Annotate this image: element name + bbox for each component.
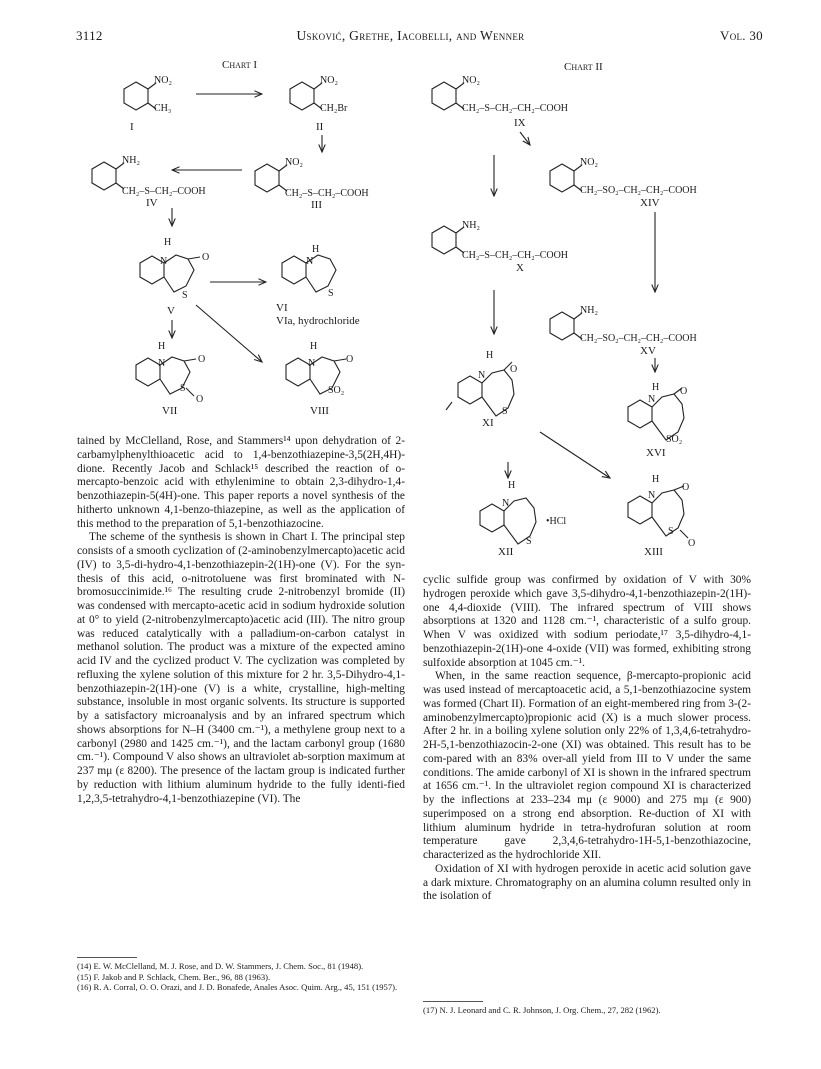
compound-XIV bbox=[550, 164, 582, 192]
VII-o2: O bbox=[196, 394, 204, 405]
I-ch3: CH₃ bbox=[154, 103, 172, 114]
XIII-h: H bbox=[652, 474, 660, 485]
label-II: II bbox=[316, 121, 324, 133]
XI-s: S bbox=[502, 406, 508, 417]
volume-label: Vol. 30 bbox=[720, 28, 763, 43]
V-n: N bbox=[160, 256, 168, 267]
footnote-17: (17) N. J. Leonard and C. R. Johnson, J. Org. Chem., 27, 282 (1962). bbox=[423, 1005, 661, 1015]
right-column-text bbox=[423, 574, 751, 904]
compound-V bbox=[140, 255, 200, 292]
compound-XV bbox=[550, 312, 582, 340]
IV-nh2: NH₂ bbox=[122, 155, 140, 166]
XVI-so2: SO₂ bbox=[666, 434, 683, 445]
paragraph: cyclic sulfide group was confirmed by oxidation of V with 30% hydrogen peroxide which gave 3,5-dihydro-4,1-benzothiazepin-2(1H)-one 4,4-dioxide (VIII). The infrared spectrum of VIII shows absorptions at 1320 and 1128 cm.⁻¹, characteristic of a sulfo group. When V was oxidized with sodium periodate,¹⁷ 3,5-dihydro-4,1-benzothiazepin-2(1H)-one 4-oxide (VII) was formed, exhibiting strong sulfoxide absorption at 1045 cm.⁻¹. bbox=[423, 574, 751, 669]
XII-h: H bbox=[508, 480, 516, 491]
XII-hcl: •HCl bbox=[546, 516, 567, 527]
paragraph: Oxidation of XI with hydrogen peroxide in acetic acid solution gave a dark mixture. Chromatography on an alumina column resulted only in the isolation of bbox=[423, 862, 751, 903]
label-V: V bbox=[167, 305, 175, 317]
footnote-15: (15) F. Jakob and P. Schlack, Chem. Ber., 96, 88 (1963). bbox=[77, 971, 271, 982]
XII-s: S bbox=[526, 536, 532, 547]
X-nh2: NH₂ bbox=[462, 220, 480, 231]
XIII-o2: O bbox=[688, 538, 696, 549]
VII-o: O bbox=[198, 354, 206, 365]
XV-chain: CH₂–SO₂–CH₂–CH₂–COOH bbox=[580, 333, 697, 344]
footnote-14: (14) E. W. McClelland, M. J. Rose, and D. W. Stammers, J. Chem. Soc., 81 (1948). bbox=[77, 961, 364, 971]
compound-I bbox=[124, 82, 156, 110]
V-o: O bbox=[202, 252, 210, 263]
II-no2: NO₂ bbox=[320, 75, 338, 86]
label-XI: XI bbox=[482, 417, 494, 429]
compound-III bbox=[255, 164, 287, 192]
label-VIa: VIa, hydrochloride bbox=[276, 315, 360, 327]
running-title: Usković, Grethe, Iacobelli, and Wenner bbox=[296, 28, 525, 43]
IX-chain: CH₂–S–CH₂–CH₂–COOH bbox=[462, 103, 569, 114]
VII-h: H bbox=[158, 341, 166, 352]
footnotes-right bbox=[423, 1005, 751, 1016]
label-III: III bbox=[311, 199, 322, 211]
label-VII: VII bbox=[162, 405, 178, 417]
XI-o: O bbox=[510, 364, 518, 375]
page-number: 3112 bbox=[76, 28, 103, 43]
XI-h: H bbox=[486, 350, 494, 361]
XIV-no2: NO₂ bbox=[580, 157, 598, 168]
IX-no2: NO₂ bbox=[462, 75, 480, 86]
VIII-h: H bbox=[310, 341, 318, 352]
XIV-chain: CH₂–SO₂–CH₂–CH₂–COOH bbox=[580, 185, 697, 196]
label-VI: VI bbox=[276, 302, 288, 314]
IV-chain: CH₂–S–CH₂–COOH bbox=[122, 186, 206, 197]
compound-X bbox=[432, 226, 464, 254]
I-no2: NO₂ bbox=[154, 75, 172, 86]
chart-2-title: Chart II bbox=[564, 61, 603, 73]
VII-n: N bbox=[158, 358, 166, 369]
VI-n: N bbox=[306, 256, 314, 267]
XI-n: N bbox=[478, 370, 486, 381]
XII-n: N bbox=[502, 498, 510, 509]
XIII-s: S bbox=[668, 526, 674, 537]
VII-s: S bbox=[180, 383, 186, 394]
label-VIII: VIII bbox=[310, 405, 329, 417]
VI-s: S bbox=[328, 288, 334, 299]
III-chain: CH₂–S–CH₂–COOH bbox=[285, 188, 369, 199]
paragraph: tained by McClelland, Rose, and Stammers¹⁴ upon dehydration of 2-carbamylphenylthioacetic acid to 1,4-benzothiazepine-3,5(2H,4H)-dione. Recently Jacob and Schlack¹⁵ described the reaction of o-mercapto-benzoic acid with ethylenimine to obtain 2,3-dihydro-1,4-benzothiazepin-5(4H)-one. This paper reports a novel synthesis of the hitherto unknown 4,1-benzo-thiazepine, as well as the application of this method to the preparation of 5,1-benzothiazocine. bbox=[77, 435, 405, 530]
paragraph: When, in the same reaction sequence, β-mercapto-propionic acid was used instead of mercaptoacetic acid, a 5,1-benzothiazocine system was formed (Chart II). Formation of an eight-membered ring from 3-(2-aminobenzylmercapto)propionic acid (X) is a much slower process. After 2 hr. in a boiling xylene solution only 22% of 1,3,4,6-tetrahydro-2H-5,1-benzothiazocin-2-one (XI) was obtained. This result has to be com-pared with an 83% over-all yield from III to V under the same conditions. The amide carbonyl of XI is shown in the infrared spectrum at 1656 cm.⁻¹. In the ultraviolet region compound XI is characterized by the inflections at 233–234 mμ (ε 9000) and 275 mμ (ε 900) superimposed on a strong end absorption. Re-duction of XI with lithium aluminum hydride in tetra-hydrofuran solution at room temperature gave 2,3,4,6-tetrahydro-1H-5,1-benzothiazocine, characterized as the hydrochloride XII. bbox=[423, 670, 752, 861]
compound-XVI bbox=[628, 388, 684, 440]
V-h: H bbox=[164, 237, 172, 248]
compound-IV bbox=[92, 162, 124, 190]
XV-nh2: NH₂ bbox=[580, 305, 598, 316]
footnote-16: (16) R. A. Corral, O. O. Orazi, and J. D. Bonafede, Anales Asoc. Quim. Arg., 45, 151 (1957). bbox=[77, 982, 398, 992]
label-I: I bbox=[130, 121, 134, 133]
XVI-n: N bbox=[648, 394, 656, 405]
VIII-o: O bbox=[346, 354, 354, 365]
X-chain: CH₂–S–CH₂–CH₂–COOH bbox=[462, 250, 569, 261]
chart-1-title: Chart I bbox=[222, 59, 258, 71]
label-XII: XII bbox=[498, 546, 514, 558]
compound-VII bbox=[136, 357, 196, 396]
paragraph: The scheme of the synthesis is shown in Chart I. The principal step consists of a smooth cyclization of (2-aminobenzylmercapto)acetic acid (IV) to 3,5-di-hydro-4,1-benzothiazepin-2(1H)-one (V). For the syn-thesis of this acid, o-nitrotoluene was first brominated with N-bromosuccinimide.¹⁶ The resulting crude 2-nitrobenzyl bromide (II) was condensed with mercapto-acetic acid in sodium hydroxide solution at 0° to yield (2-nitrobenzylmercapto)acetic acid (III). The nitro group was reduced catalytically with a palladium-on-carbon catalyst in methanol solution. The product was a mixture of the expected amino acid IV and the cyclized product V. The cyclization was completed by refluxing the xylene solution of this mixture for 2 hr. 3,5-Dihydro-4,1-benzothiazepin-2(1H)-one (V) is a white, crystalline, high-melting substance, insoluble in most organic solvents. Its structure is supported by a satisfactory microanalysis and by an infrared spectrum which shows absorptions for N–H (3400 cm.⁻¹), a methylene group next to a carbonyl (2980 and 1425 cm.⁻¹), and the lactam carbonyl group (1680 cm.⁻¹). Compound V also shows an ultraviolet ab-sorption maximum at 237 mμ (ε 8200). The presence of the lactam group is indicated further by reduction with lithium aluminum hydride to the fully identi-fied 1,2,3,5-tetrahydro-4,1-benzothiazepine (VI). The bbox=[77, 531, 405, 805]
label-XVI: XVI bbox=[646, 447, 666, 459]
XVI-o: O bbox=[680, 386, 688, 397]
label-XIII: XIII bbox=[644, 546, 663, 558]
VIII-so2: SO₂ bbox=[328, 385, 345, 396]
label-XV: XV bbox=[640, 345, 656, 357]
label-X: X bbox=[516, 262, 524, 274]
footnote-rule bbox=[77, 957, 137, 958]
label-XIV: XIV bbox=[640, 197, 660, 209]
label-IX: IX bbox=[514, 117, 526, 129]
compound-IX bbox=[432, 82, 464, 110]
compound-XIII bbox=[628, 486, 688, 538]
compound-II bbox=[290, 82, 322, 110]
III-no2: NO₂ bbox=[285, 157, 303, 168]
VI-h: H bbox=[312, 244, 320, 255]
footnote-rule bbox=[423, 1001, 483, 1002]
XVI-h: H bbox=[652, 382, 660, 393]
label-IV: IV bbox=[146, 197, 158, 209]
VIII-n: N bbox=[308, 358, 316, 369]
footnotes-left bbox=[77, 961, 405, 993]
XIII-n: N bbox=[648, 490, 656, 501]
II-ch2br: CH₂Br bbox=[320, 103, 348, 114]
V-s: S bbox=[182, 290, 188, 301]
left-column-text bbox=[77, 435, 405, 806]
XIII-o: O bbox=[682, 482, 690, 493]
